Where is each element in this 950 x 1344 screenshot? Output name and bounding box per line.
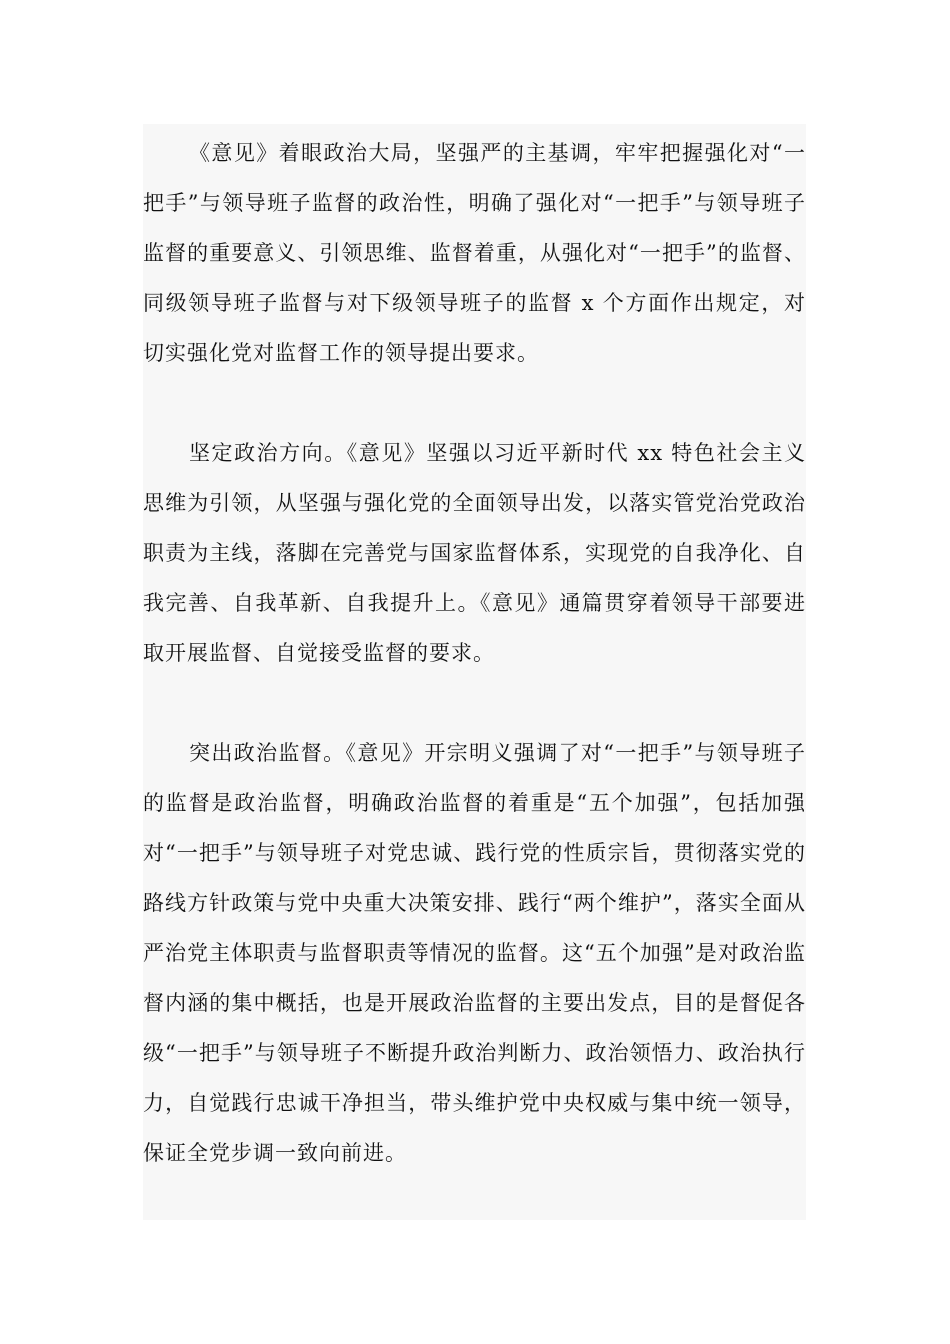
document-body	[143, 124, 806, 1178]
paragraph-political-supervision: 突出政治监督。《意见》开宗明义强调了对“一把手”与领导班子的监督是政治监督，明确政治监督的着重是“五个加强”，包括加强对“一把手”与领导班子对党忠诚、践行党的性质宗旨，贯彻落实党的路线方针政策与党中央重大决策安排、践行“两个维护”，落实全面从严治党主体职责与监督职责等情况的监督。这“五个加强”是对政治监督内涵的集中概括，也是开展政治监督的主要出发点，目的是督促各级“一把手”与领导班子不断提升政治判断力、政治领悟力、政治执行力，自觉践行忠诚干净担当，带头维护党中央权威与集中统一领导，保证全党步调一致向前进。	[143, 741, 806, 1165]
paragraph-political-direction: 坚定政治方向。《意见》坚强以习近平新时代 xx 特色社会主义思维为引领，从坚强与强化党的全面领导出发，以落实管党治党政治职责为主线，落脚在完善党与国家监督体系，实现党的自我净化、自我完善、自我革新、自我提升上。《意见》通篇贯穿着领导干部要进取开展监督、自觉接受监督的要求。	[143, 441, 806, 665]
paragraph-intro: 《意见》着眼政治大局，坚强严的主基调，牢牢把握强化对“一把手”与领导班子监督的政治性，明确了强化对“一把手”与领导班子监督的重要意义、引领思维、监督着重，从强化对“一把手”的监督、同级领导班子监督与对下级领导班子的监督 x 个方面作出规定，对切实强化党对监督工作的领导提出要求。	[143, 141, 806, 365]
